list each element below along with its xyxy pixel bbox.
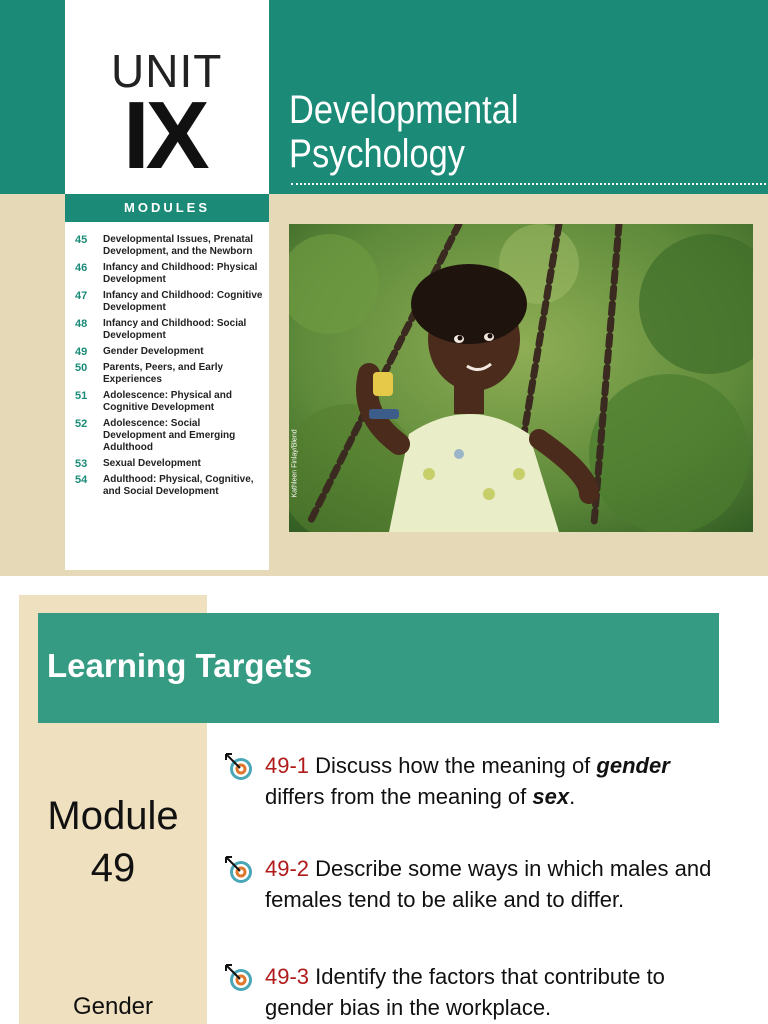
module-number: 45 [75, 234, 88, 246]
module-number: 48 [75, 318, 88, 330]
module-text: Sexual Development [103, 458, 201, 469]
target-text-part: Identify the factors that contribute to gender bias in the workplace. [265, 964, 665, 1020]
unit-title-line1: Developmental [289, 88, 519, 132]
module-text: Infancy and Childhood: Cognitive Development [103, 290, 263, 313]
learning-target-item [222, 961, 722, 1023]
unit-title-line2: Psychology [289, 132, 465, 176]
photo-credit-text: Kathleen Finlay/Blend [291, 429, 299, 498]
target-text-part: Discuss how the meaning of [309, 753, 597, 778]
target-text-part: Describe some ways in which males and females tend to be alike and to differ. [265, 856, 712, 912]
module-item [75, 474, 263, 498]
learning-targets-banner [38, 613, 719, 723]
child-on-swing-photo [289, 224, 753, 532]
learning-targets-title: Learning Targets [47, 647, 313, 684]
module-text: Adolescence: Social Development and Emerging Adulthood [103, 418, 236, 453]
target-arrow-icon [222, 752, 258, 782]
learning-target-text [265, 853, 722, 915]
module-item [75, 390, 263, 414]
module-number: 50 [75, 362, 88, 374]
module-item [75, 346, 263, 358]
module-number-large: 49 [90, 846, 136, 890]
module-number: 49 [75, 346, 88, 358]
module-text: Gender Development [103, 346, 204, 357]
target-term-sex: sex [532, 784, 570, 809]
dotted-divider [291, 183, 766, 185]
learning-target-text [265, 750, 722, 812]
module-number: 47 [75, 290, 88, 302]
target-arrow-icon [222, 963, 258, 993]
photo-credit [289, 429, 299, 500]
module-label: Module [47, 794, 179, 838]
module-item [75, 262, 263, 286]
unit-number: IX [123, 82, 206, 189]
module-text: Developmental Issues, Prenatal Development, and the Newborn [103, 234, 254, 257]
module-number: 51 [75, 390, 88, 402]
module-number: 53 [75, 458, 88, 470]
modules-header: MODULES [65, 194, 269, 222]
module-text: Parents, Peers, and Early Experiences [103, 362, 224, 385]
module-item [75, 318, 263, 342]
module-text: Infancy and Childhood: Physical Development [103, 262, 258, 285]
module-item [75, 234, 263, 258]
unit-card [65, 0, 269, 194]
module-text: Adolescence: Physical and Cognitive Development [103, 390, 232, 413]
module-item [75, 290, 263, 314]
photo-illustration [289, 224, 753, 532]
module-item [75, 362, 263, 386]
module-text: Infancy and Childhood: Social Development [103, 318, 247, 341]
learning-targets-slide [0, 576, 768, 1024]
learning-target-text [265, 961, 722, 1023]
target-code: 49-1 [265, 753, 310, 778]
module-number: 46 [75, 262, 88, 274]
module-item [75, 418, 263, 454]
module-number: 52 [75, 418, 88, 430]
target-arrow-icon [222, 855, 258, 885]
module-text: Adulthood: Physical, Cognitive, and Social Development [103, 474, 254, 497]
modules-list [65, 222, 269, 570]
learning-target-item [222, 750, 722, 812]
target-text-part: differs from the meaning of [265, 784, 533, 809]
target-code: 49-3 [265, 964, 310, 989]
learning-target-item [222, 853, 722, 915]
target-term-gender: gender [596, 753, 670, 778]
module-number: 54 [75, 474, 88, 486]
module-item [75, 458, 263, 470]
module-topic: Gender [72, 993, 154, 1020]
unit-word: UNIT [111, 45, 223, 97]
target-code: 49-2 [265, 856, 310, 881]
unit-title [289, 88, 518, 176]
target-text-part: . [569, 784, 576, 809]
